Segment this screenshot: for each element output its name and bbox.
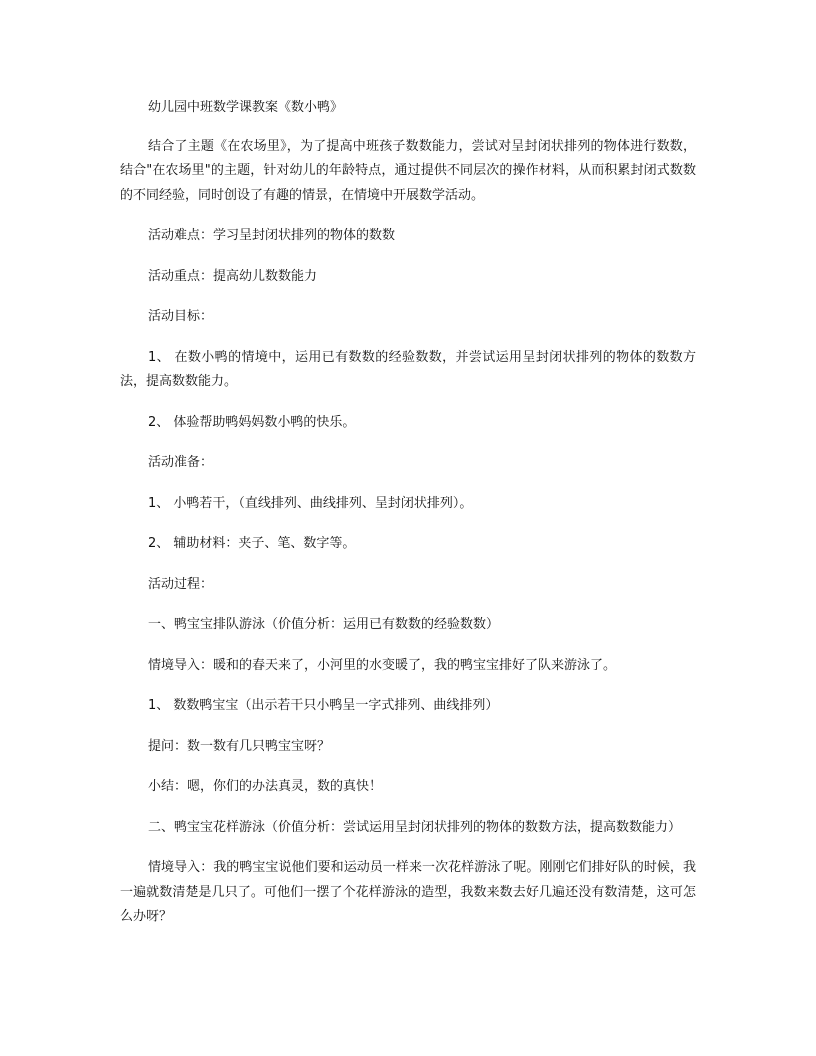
section-1-summary: 小结：嗯，你们的办法真灵，数的真快！ (148, 779, 383, 794)
intro-paragraph: 结合了主题《在农场里》，为了提高中班孩子数数能力，尝试对呈封闭状排列的物体进行数数，结合"在农场里"的主题，针对幼儿的年龄特点，通过提供不同层次的操作材料，从而积累封闭式数数的不同经验，同时创设了有趣的情景，在情境中开展数学活动。 (120, 138, 696, 203)
document-page (120, 96, 696, 946)
goal-item-2: 2、 体验帮助鸭妈妈数小鸭的快乐。 (148, 414, 356, 430)
section-2-intro: 情境导入：我的鸭宝宝说他们要和运动员一样来一次花样游泳了呢。刚刚它们排好队的时候，我一遍就数清楚是几只了。可他们一摆了个花样游泳的造型，我数来数去好几遍还没有数清楚，这可怎么办呀？ (120, 860, 696, 924)
section-1-intro: 情境导入：暖和的春天来了，小河里的水变暖了，我的鸭宝宝排好了队来游泳了。 (148, 657, 617, 673)
section-1-question: 提问：数一数有几只鸭宝宝呀？ (148, 738, 331, 754)
activity-preparation-heading: 活动准备： (148, 455, 214, 470)
goal-item-1: 1、 在数小鸭的情境中，运用已有数数的经验数数，并尝试运用呈封闭状排列的物体的数数方法，提高数数能力。 (120, 349, 696, 389)
document-title: 幼儿园中班数学课教案《数小鸭》 (148, 100, 344, 115)
section-1-step-1: 1、 数数鸭宝宝（出示若干只小鸭呈一字式排列、曲线排列） (148, 698, 499, 713)
preparation-item-2: 2、 辅助材料：夹子、笔、数字等。 (148, 536, 356, 551)
section-1-heading: 一、鸭宝宝排队游泳（价值分析：运用已有数数的经验数数） (148, 617, 500, 632)
activity-goals-heading: 活动目标： (148, 309, 214, 324)
activity-focus: 活动重点：提高幼儿数数能力 (148, 268, 318, 284)
preparation-item-1: 1、 小鸭若干，（直线排列、曲线排列、呈封闭状排列）。 (148, 495, 473, 511)
activity-difficulty: 活动难点：学习呈封闭状排列的物体的数数 (148, 228, 396, 243)
activity-process-heading: 活动过程： (148, 576, 214, 592)
section-2-heading: 二、鸭宝宝花样游泳（价值分析：尝试运用呈封闭状排列的物体的数数方法，提高数数能力） (148, 819, 682, 835)
